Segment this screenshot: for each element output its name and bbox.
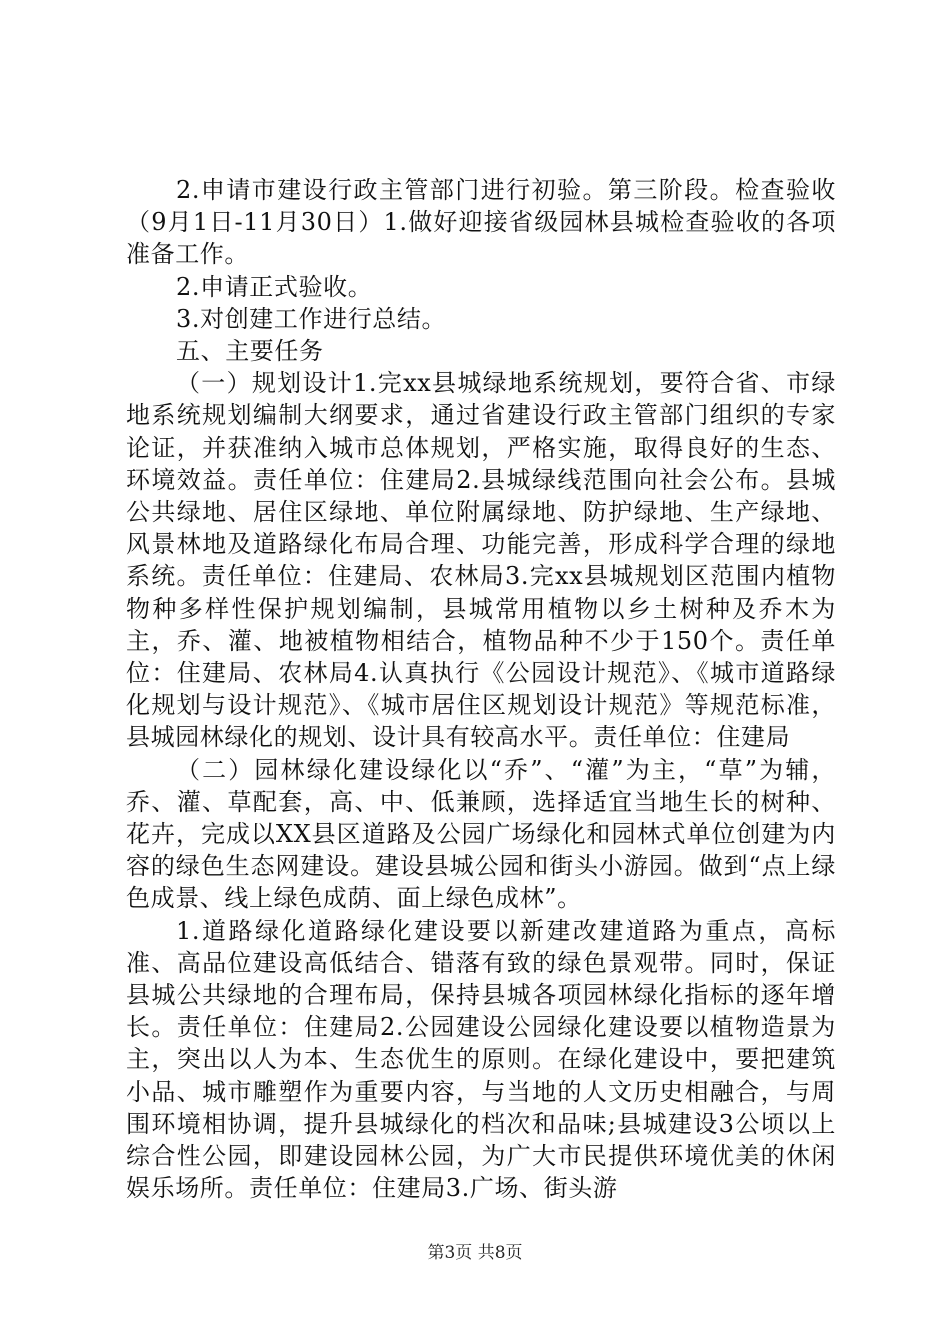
paragraph-formal-acceptance: 2.申请正式验收。 [176,272,373,301]
paragraph-greening-construction: （二）园林绿化建设绿化以“乔”、“灌”为主，“草”为辅，乔、灌、草配套，高、中、低兼顾，选择适宜当地生长的树种、花卉，完成以XX县区道路及公园广场绿化和园林式单位创建为内容的绿色生态网建设。建设县城公园和街头小游园。做到“点上绿色成景、线上绿色成荫、面上绿色成林”。 [126,755,836,913]
paragraph-summary: 3.对创建工作进行总结。 [176,304,447,333]
paragraph-road-greening: 1.道路绿化道路绿化建设要以新建改建道路为重点，高标准、高品位建设高低结合、错落有致的绿色景观带。同时，保证县城公共绿地的合理布局，保持县城各项园林绿化指标的逐年增长。责任单位：住建局2.公园建设公园绿化建设要以植物造景为主，突出以人为本、生态优生的原则。在绿化建设中，要把建筑小品、城市雕塑作为重要内容，与当地的人文历史相融合，与周围环境相协调，提升县城绿化的档次和品味;县城建设3公顷以上综合性公园，即建设园林公园，为广大市民提供环境优美的休闲娱乐场所。责任单位：住建局3.广场、街头游 [126,916,836,1203]
page-number-footer: 第3页 共8页 [427,1243,523,1263]
paragraph-acceptance-stage: 2.申请市建设行政主管部门进行初验。第三阶段。检查验收（9月1日-11月30日）1.做好迎接省级园林县城检查验收的各项准备工作。 [126,176,836,269]
document-body [126,174,836,1205]
paragraph-planning-design: （一）规划设计1.完xx县城绿地系统规划，要符合省、市绿地系统规划编制大纲要求，通过省建设行政主管部门组织的专家论证，并获准纳入城市总体规划，严格实施，取得良好的生态、环境效益。责任单位：住建局2.县城绿线范围向社会公布。县城公共绿地、居住区绿地、单位附属绿地、防护绿地、生产绿地、风景林地及道路绿化布局合理、功能完善，形成科学合理的绿地系统。责任单位：住建局、农林局3.完xx县城规划区范围内植物物种多样性保护规划编制，县城常用植物以乡土树种及乔木为主，乔、灌、地被植物相结合，植物品种不少于150个。责任单位：住建局、农林局4.认真执行《公园设计规范》、《城市道路绿化规划与设计规范》、《城市居住区规划设计规范》等规范标准，县城园林绿化的规划、设计具有较高水平。责任单位：住建局 [126,369,836,752]
section-heading-main-tasks: 五、主要任务 [176,337,324,366]
